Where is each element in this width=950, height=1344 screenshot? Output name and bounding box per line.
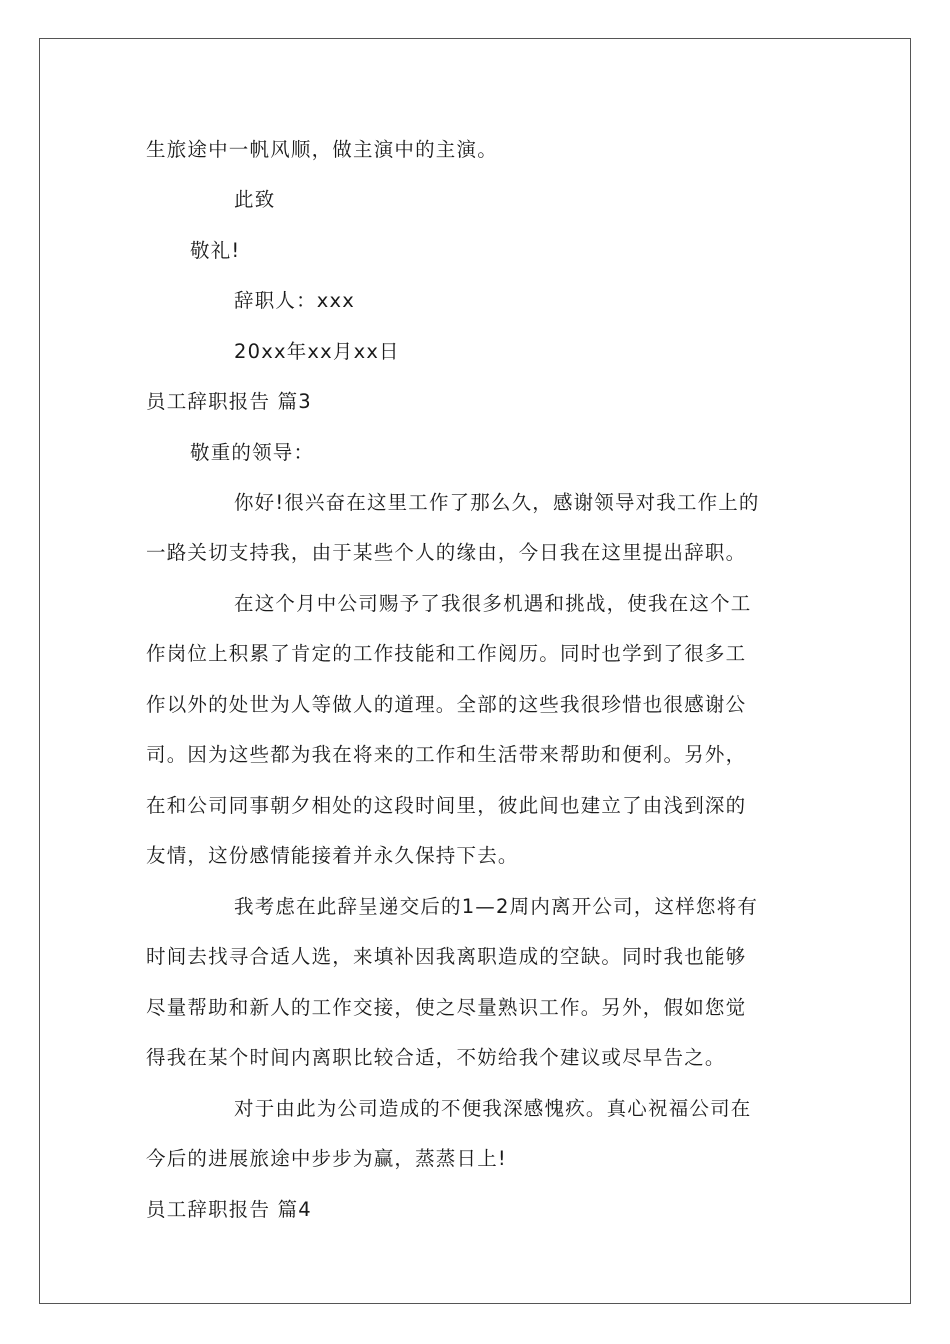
signer-name: 辞职人：xxx	[234, 289, 356, 312]
paragraph-line: 时间去找寻合适人选，来填补因我离职造成的空缺。同时我也能够	[146, 945, 747, 968]
paragraph-line: 作岗位上积累了肯定的工作技能和工作阅历。同时也学到了很多工	[146, 642, 747, 665]
greeting: 敬重的领导：	[190, 441, 315, 464]
closing-line: 生旅途中一帆风顺，做主演中的主演。	[146, 138, 498, 161]
section-heading-3: 员工辞职报告 篇3	[146, 390, 312, 413]
paragraph-line: 友情，这份感情能接着并永久保持下去。	[146, 844, 519, 867]
paragraph-line: 尽量帮助和新人的工作交接，使之尽量熟识工作。另外，假如您觉	[146, 996, 747, 1019]
paragraph-line: 对于由此为公司造成的不便我深感愧疚。真心祝福公司在	[234, 1097, 752, 1120]
paragraph-line: 我考虑在此辞呈递交后的1—2周内离开公司，这样您将有	[234, 895, 759, 918]
paragraph-line: 一路关切支持我，由于某些个人的缘由，今日我在这里提出辞职。	[146, 541, 747, 564]
salutation-jingli: 敬礼!	[190, 239, 241, 262]
paragraph-line: 司。因为这些都为我在将来的工作和生活带来帮助和便利。另外，	[146, 743, 747, 766]
paragraph-line: 作以外的处世为人等做人的道理。全部的这些我很珍惜也很感谢公	[146, 693, 747, 716]
paragraph-line: 在这个月中公司赐予了我很多机遇和挑战，使我在这个工	[234, 592, 752, 615]
paragraph-line: 在和公司同事朝夕相处的这段时间里，彼此间也建立了由浅到深的	[146, 794, 747, 817]
section-heading-4: 员工辞职报告 篇4	[146, 1198, 312, 1221]
paragraph-line: 得我在某个时间内离职比较合适，不妨给我个建议或尽早告之。	[146, 1046, 726, 1069]
signature-date: 20xx年xx月xx日	[234, 340, 400, 363]
paragraph-line: 你好!很兴奋在这里工作了那么久，感谢领导对我工作上的	[234, 491, 760, 514]
paragraph-line: 今后的进展旅途中步步为赢，蒸蒸日上!	[146, 1147, 507, 1170]
salutation-cizhi: 此致	[234, 188, 276, 211]
